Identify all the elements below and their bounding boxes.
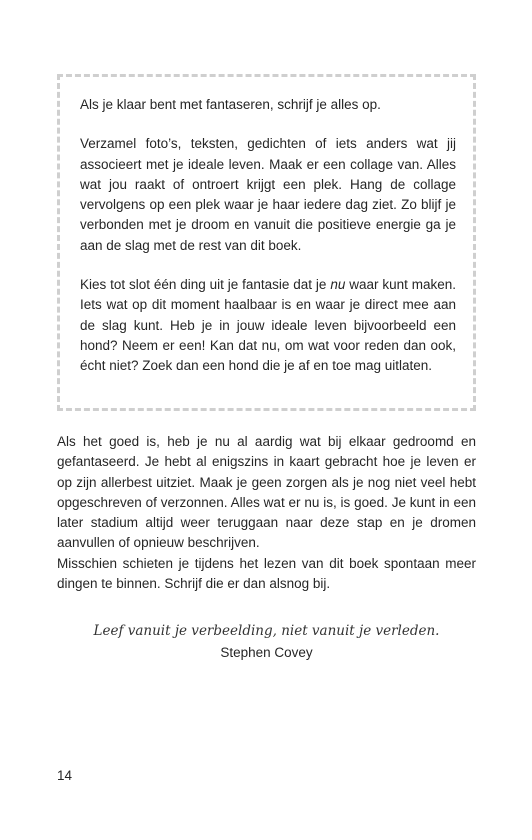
quote-block	[57, 620, 476, 664]
dashed-exercise-box	[57, 74, 476, 411]
quote-author: Stephen Covey	[220, 645, 313, 660]
exercise-paragraph	[80, 275, 456, 376]
body-text	[57, 432, 476, 594]
body-paragraph: Als het goed is, heb je nu al aardig wat bij elkaar gedroomd en gefantaseerd. Je hebt al enigszins in kaart gebracht hoe je leven er op zijn allerbest uitziet. Maak je geen zorgen als je nog niet veel hebt opgeschreven of verzonnen. Alles wat er nu is, is goed. Je kunt in een later stadium altijd weer teruggaan naar deze stap en je dromen aanvullen of opnieuw beschrijven.	[57, 434, 476, 551]
emphasis-text: nu	[330, 277, 346, 293]
quote-text: Leef vanuit je verbeelding, niet vanuit je verleden.	[93, 623, 440, 639]
exercise-text: waar kunt maken. Iets wat op dit moment haalbaar is en waar je direct mee aan de slag kunt. Heb je in jouw ideale leven bijvoorbeeld een hond? Neem er een! Kan dat nu, om wat voor reden dan ook, écht niet? Zoek dan een hond die je af en toe mag uitlaten.	[80, 277, 456, 374]
exercise-box-content	[80, 95, 456, 377]
exercise-text: Kies tot slot één ding uit je fantasie dat je	[80, 277, 331, 293]
body-paragraph: Misschien schieten je tijdens het lezen van dit boek spontaan meer dingen te binnen. Schrijf die er dan alsnog bij.	[57, 555, 476, 592]
page-number: 14	[57, 768, 73, 783]
exercise-paragraph: Als je klaar bent met fantaseren, schrijf je alles op.	[80, 97, 381, 112]
exercise-paragraph: Verzamel foto’s, teksten, gedichten of iets anders wat jij associeert met je ideale leven. Maak er een collage van. Alles wat jou raakt of ontroert krijgt een plek. Hang de collage vervolgens op een plek waar je haar iedere dag ziet. Zo blijf je verbonden met je droom en vanuit die positieve energie ga je aan de slag met de rest van dit boek.	[80, 136, 456, 253]
